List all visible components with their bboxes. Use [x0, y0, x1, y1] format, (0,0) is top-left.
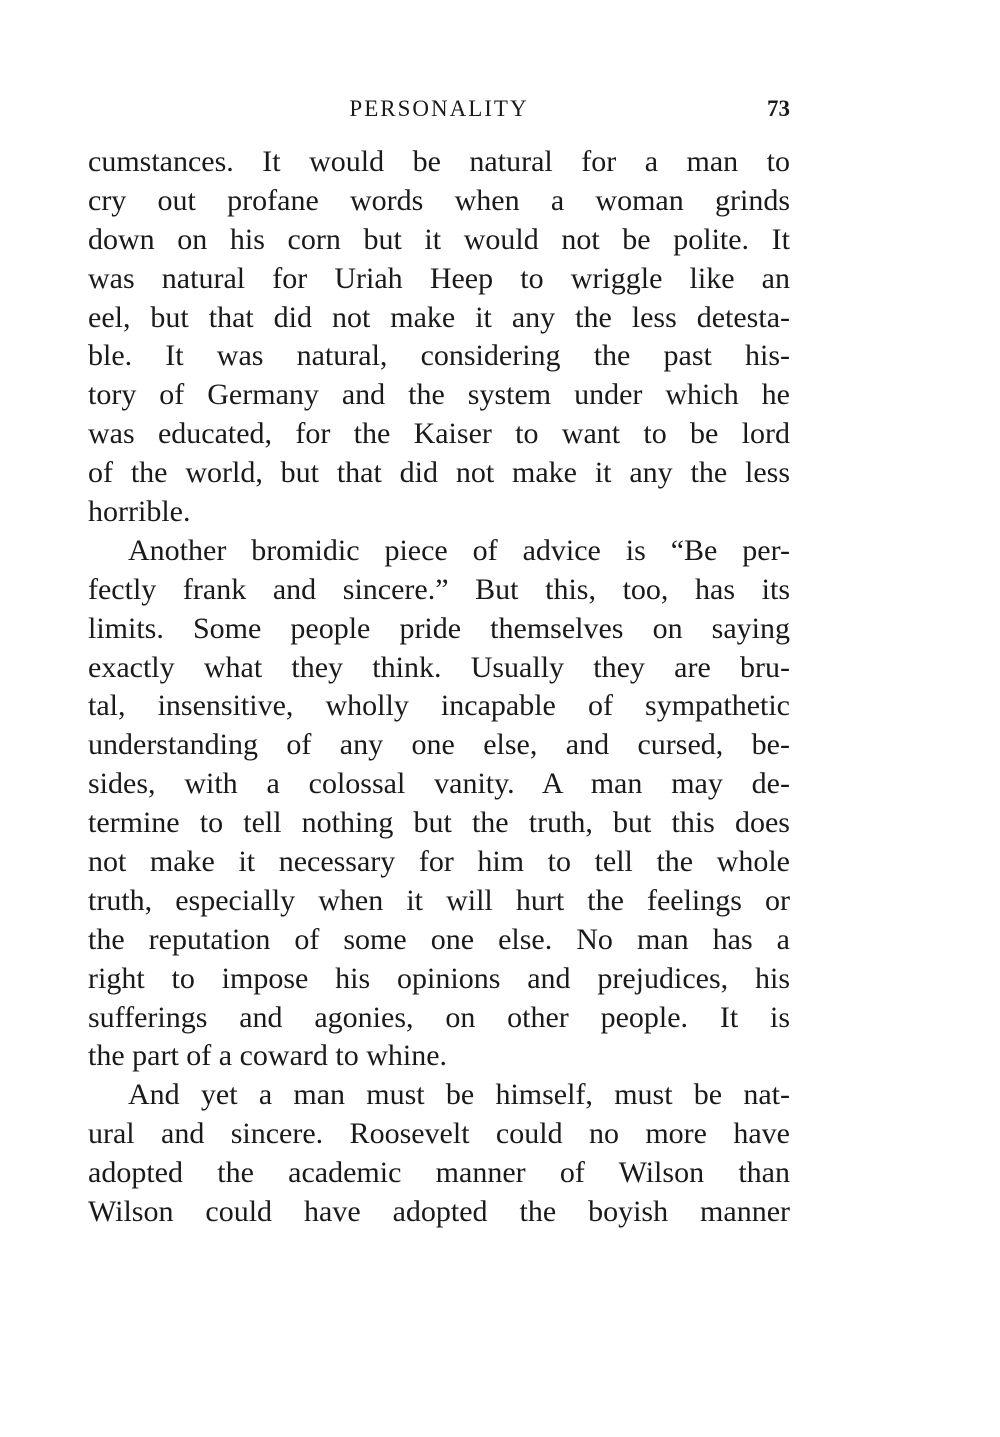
running-head: [88, 96, 790, 130]
paragraph-2: [88, 532, 790, 1076]
text-line: the reputation of some one else. No man has a: [88, 922, 790, 956]
text-line: tal, insensitive, wholly incapable of sympathetic: [88, 689, 790, 723]
text-line: truth, especially when it will hurt the feelings or: [88, 883, 790, 917]
text-line: was natural for Uriah Heep to wriggle like an: [88, 261, 790, 295]
text-line: sides, with a colossal vanity. A man may de-: [88, 767, 790, 801]
paragraph-1: [88, 143, 790, 532]
text-line: down on his corn but it would not be polite. It: [88, 222, 790, 256]
text-line: eel, but that did not make it any the less detesta-: [88, 300, 790, 334]
text-line: cumstances. It would be natural for a man to: [88, 145, 790, 178]
text-line: ural and sincere. Roosevelt could no more have: [88, 1117, 790, 1151]
paragraph-3: [88, 1076, 790, 1232]
page-number: 73: [767, 96, 790, 121]
text-line: tory of Germany and the system under which he: [88, 378, 790, 412]
text-line: fectly frank and sincere.” But this, too, has its: [88, 572, 790, 606]
text-line: And yet a man must be himself, must be nat-: [128, 1078, 790, 1112]
running-title: PERSONALITY: [349, 96, 529, 121]
text-line: adopted the academic manner of Wilson than: [88, 1156, 790, 1190]
text-line: exactly what they think. Usually they are bru-: [88, 650, 790, 684]
text-line: understanding of any one else, and cursed, be-: [88, 728, 790, 762]
text-line: was educated, for the Kaiser to want to be lord: [88, 417, 790, 451]
text-line: Another bromidic piece of advice is “Be per-: [128, 533, 790, 567]
text-line: the part of a coward to whine.: [88, 1039, 448, 1073]
text-line: right to impose his opinions and prejudices, his: [88, 961, 790, 995]
text-line: sufferings and agonies, on other people. It is: [88, 1000, 790, 1034]
text-line: not make it necessary for him to tell the whole: [88, 845, 790, 879]
text-line: of the world, but that did not make it any the less: [88, 456, 790, 490]
text-line: limits. Some people pride themselves on saying: [88, 611, 790, 645]
text-line: horrible.: [88, 495, 191, 529]
text-line: termine to tell nothing but the truth, but this does: [88, 806, 790, 840]
body-text: [88, 143, 790, 1232]
text-line: ble. It was natural, considering the past his-: [88, 339, 790, 373]
text-line: cry out profane words when a woman grinds: [88, 183, 790, 217]
text-line: Wilson could have adopted the boyish manner: [88, 1195, 790, 1229]
